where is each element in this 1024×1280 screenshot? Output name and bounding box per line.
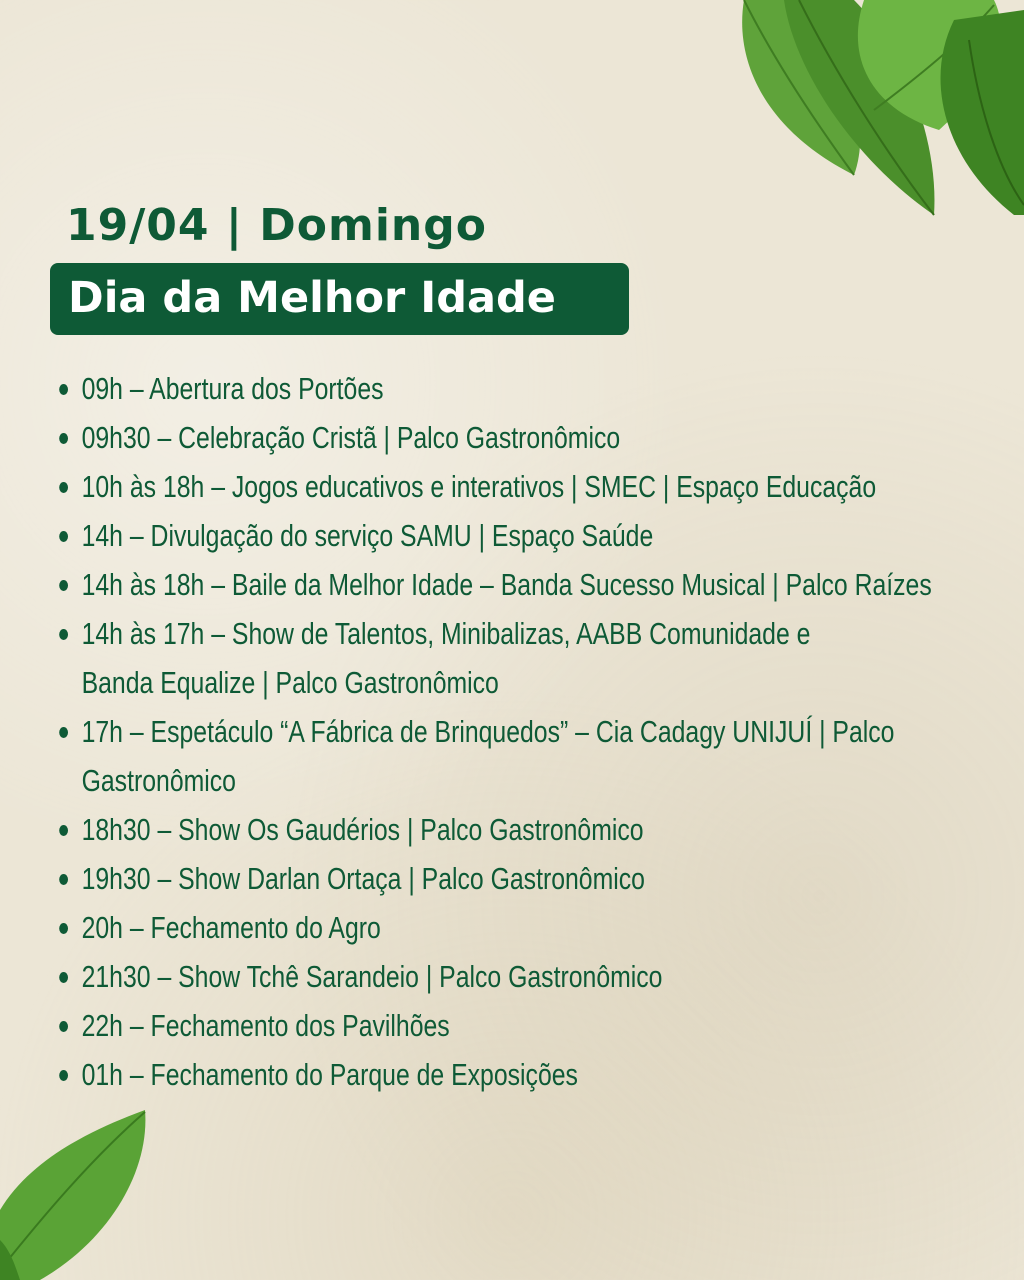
bullet-icon [59,972,68,983]
schedule-item [56,609,1024,707]
schedule-text: 01h – Fechamento do Parque de Exposições [81,1057,578,1092]
schedule-text: 14h às 18h – Baile da Melhor Idade – Banda Sucesso Musical | Palco Raízes [81,567,932,602]
bullet-icon [59,580,68,591]
schedule-text: 22h – Fechamento dos Pavilhões [81,1008,450,1043]
date-heading: 19/04 | Domingo [66,200,487,251]
schedule-text: 14h às 17h – Show de Talentos, Minibalizas, AABB Comunidade e [81,616,811,651]
schedule-text: 17h – Espetáculo “A Fábrica de Brinquedos” – Cia Cadagy UNIJUÍ | Palco [81,714,895,749]
leaves-decoration-top [724,0,1024,230]
title-banner [50,263,629,335]
bullet-icon [59,433,68,444]
schedule-text: 09h – Abertura dos Portões [81,371,384,406]
bullet-icon [59,923,68,934]
schedule-item [56,511,1024,560]
schedule-text-continued: Banda Equalize | Palco Gastronômico [81,665,499,700]
bullet-icon [59,825,68,836]
schedule-text: 14h – Divulgação do serviço SAMU | Espaço Saúde [81,518,654,553]
page-title: Dia da Melhor Idade [68,273,556,323]
schedule-item [56,560,1024,609]
schedule-text: 18h30 – Show Os Gaudérios | Palco Gastronômico [81,812,644,847]
schedule-text: 10h às 18h – Jogos educativos e interativos | SMEC | Espaço Educação [81,469,877,504]
bullet-icon [59,874,68,885]
schedule-item [56,707,1024,805]
schedule-item [56,952,1024,1001]
schedule-text: 09h30 – Celebração Cristã | Palco Gastronômico [81,420,621,455]
schedule-text: 20h – Fechamento do Agro [81,910,381,945]
bullet-icon [59,1021,68,1032]
schedule-item [56,1001,1024,1050]
schedule-item [56,462,1024,511]
schedule-text: 21h30 – Show Tchê Sarandeio | Palco Gastronômico [81,959,663,994]
schedule-text: 19h30 – Show Darlan Ortaça | Palco Gastronômico [81,861,645,896]
bullet-icon [59,531,68,542]
schedule-item [56,1050,1024,1099]
schedule-list [56,364,1006,1099]
schedule-item [56,903,1024,952]
leaf-decoration-bottom [0,1100,170,1280]
bullet-icon [59,629,68,640]
bullet-icon [59,482,68,493]
schedule-item [56,805,1024,854]
schedule-item [56,364,1024,413]
bullet-icon [59,1070,68,1081]
bullet-icon [59,727,68,738]
bullet-icon [59,384,68,395]
schedule-text-continued: Gastronômico [81,763,236,798]
schedule-item [56,413,1024,462]
schedule-item [56,854,1024,903]
